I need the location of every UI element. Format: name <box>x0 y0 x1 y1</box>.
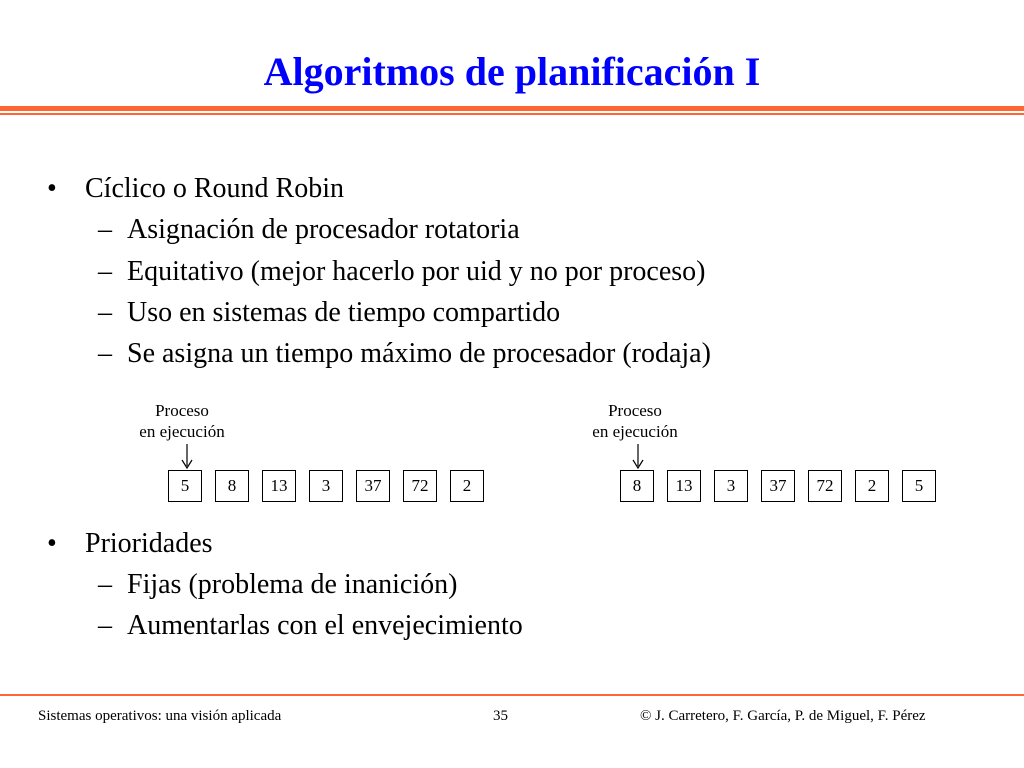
sub-bullet-text: Fijas (problema de inanición) <box>127 569 458 600</box>
footer-book-title: Sistemas operativos: una visión aplicada <box>38 708 282 724</box>
right-running-label <box>565 400 705 442</box>
sub-bullet-text: Equitativo (mejor hacerlo por uid y no por proceso) <box>127 256 706 287</box>
bullet-mark: • <box>47 173 57 204</box>
sub-bullet-text: Uso en sistemas de tiempo compartido <box>127 297 561 328</box>
title-rule-thin <box>0 113 1024 115</box>
footer-authors: © J. Carretero, F. García, P. de Miguel, F. Pérez <box>640 708 926 724</box>
left-running-label <box>112 400 252 442</box>
dash-mark: – <box>98 338 112 369</box>
right-label-line1: Proceso <box>608 401 662 420</box>
dash-mark: – <box>98 297 112 328</box>
queue-cell: 2 <box>855 470 889 502</box>
queue-cell: 5 <box>902 470 936 502</box>
queue-cell: 72 <box>403 470 437 502</box>
bullet-mark: • <box>47 528 57 559</box>
queue-cell: 3 <box>714 470 748 502</box>
dash-mark: – <box>98 610 112 641</box>
queue-cell: 37 <box>761 470 795 502</box>
queue-cell: 72 <box>808 470 842 502</box>
sub-bullet-text: Se asigna un tiempo máximo de procesador (rodaja) <box>127 338 711 369</box>
queue-cell: 5 <box>168 470 202 502</box>
title-rule-thick <box>0 106 1024 111</box>
dash-mark: – <box>98 569 112 600</box>
left-label-line2: en ejecución <box>139 422 225 441</box>
slide-title: Algoritmos de planificación I <box>263 49 761 94</box>
queue-cell: 2 <box>450 470 484 502</box>
queue-cell: 8 <box>620 470 654 502</box>
bullet-text: Cíclico o Round Robin <box>85 173 344 204</box>
dash-mark: – <box>98 256 112 287</box>
left-label-line1: Proceso <box>155 401 209 420</box>
queue-cell: 8 <box>215 470 249 502</box>
sub-bullet-text: Asignación de procesador rotatoria <box>127 214 520 245</box>
queue-cell: 13 <box>262 470 296 502</box>
queue-cell: 3 <box>309 470 343 502</box>
sub-bullet-text: Aumentarlas con el envejecimiento <box>127 610 523 641</box>
queue-cell: 37 <box>356 470 390 502</box>
right-arrow-icon <box>631 444 645 470</box>
bullet-text: Prioridades <box>85 528 213 559</box>
dash-mark: – <box>98 214 112 245</box>
queue-cell: 13 <box>667 470 701 502</box>
footer-rule <box>0 694 1024 696</box>
left-arrow-icon <box>180 444 194 470</box>
footer-page-number: 35 <box>493 708 508 724</box>
right-label-line2: en ejecución <box>592 422 678 441</box>
